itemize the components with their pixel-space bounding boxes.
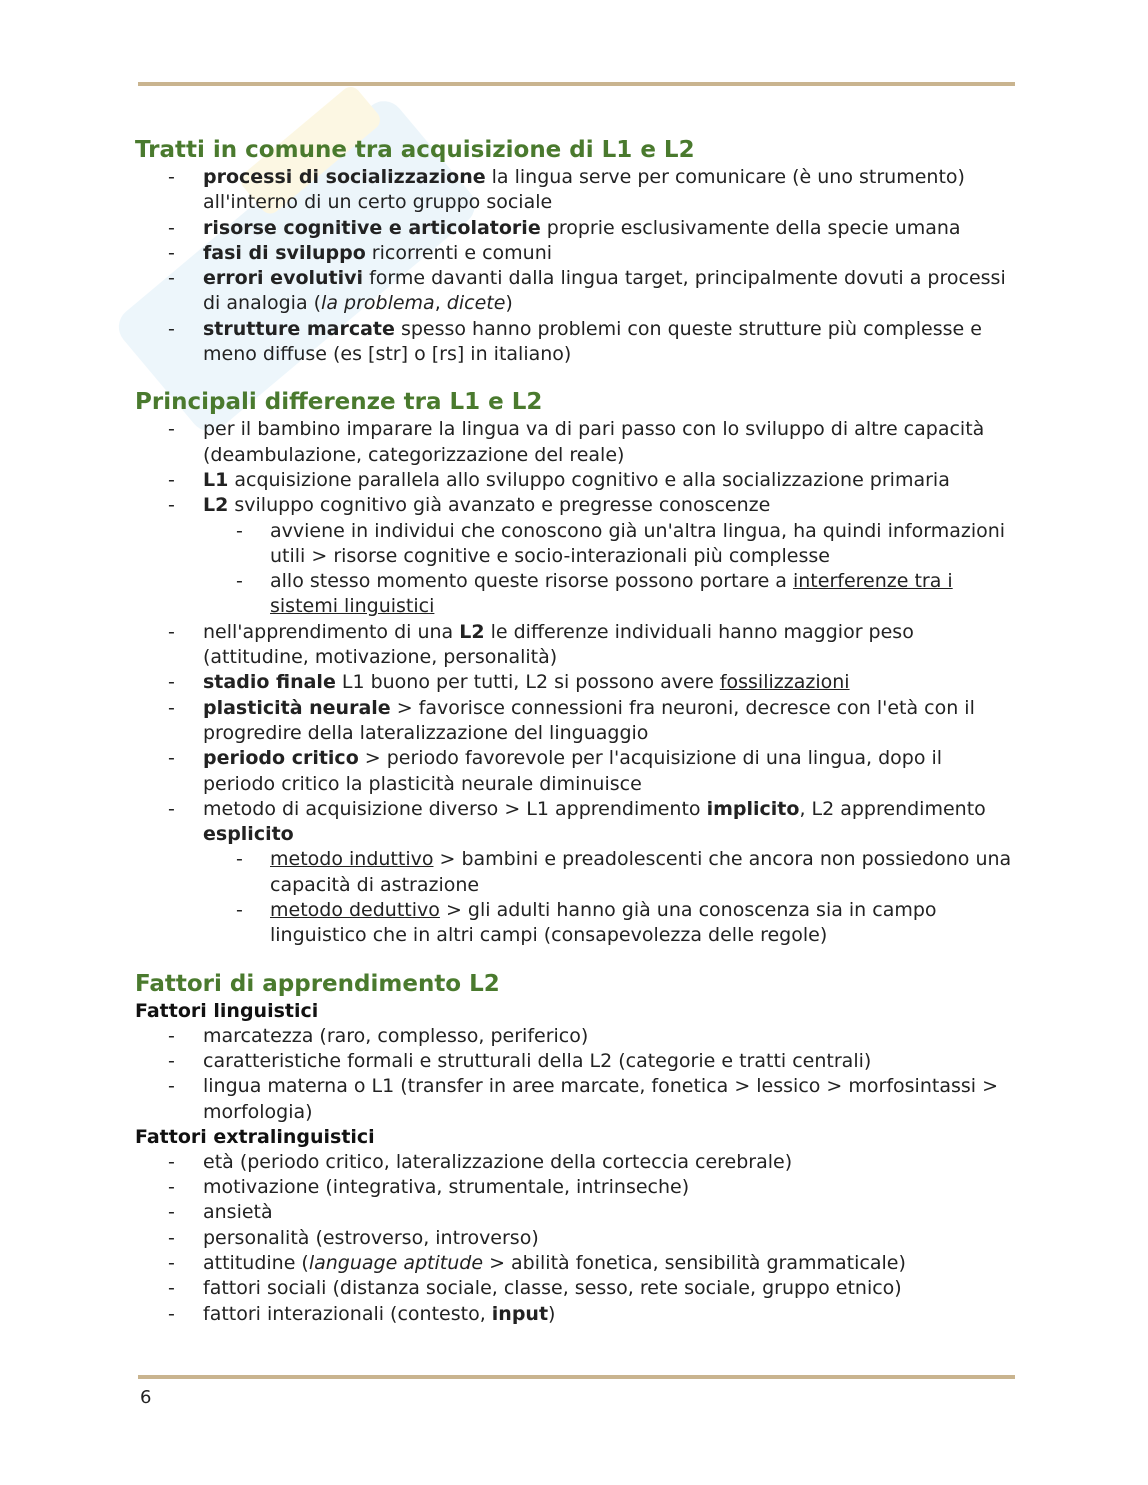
list-item: - per il bambino imparare la lingua va di pari passo con lo sviluppo di altre capacità (deambulazione, categorizzazione del reale) (135, 417, 1020, 468)
list-item: - periodo critico > periodo favorevole per l'acquisizione di una lingua, dopo il periodo critico la plasticità neurale diminuisce (135, 746, 1020, 797)
section-title: Principali differenze tra L1 e L2 (135, 389, 543, 416)
page-content (135, 135, 1020, 1327)
section-title: Tratti in comune tra acquisizione di L1 e L2 (135, 137, 695, 163)
list-item: - fattori interazionali (contesto, input) (135, 1302, 1020, 1327)
list-item: - risorse cognitive e articolatorie proprie esclusivamente della specie umana (135, 216, 1020, 241)
list-item: - plasticità neurale > favorisce connessioni fra neuroni, decresce con l'età con il progredire della lateralizzazione del linguaggio (135, 696, 1020, 747)
sub-list-item: - metodo induttivo > bambini e preadolescenti che ancora non possiedono una capacità di astrazione (135, 847, 1020, 898)
section-learning-factors (135, 969, 1020, 1327)
list-item: - ansietà (135, 1200, 1020, 1225)
list-item: - marcatezza (raro, complesso, periferico) (135, 1024, 1020, 1049)
common-traits-list (135, 165, 1020, 367)
list-item: - L2 sviluppo cognitivo già avanzato e pregresse conoscenze (135, 493, 1020, 518)
list-item: - stadio finale L1 buono per tutti, L2 si possono avere fossilizzazioni (135, 670, 1020, 695)
list-item: - personalità (estroverso, introverso) (135, 1226, 1020, 1251)
linguistic-factors-list (135, 1024, 1020, 1125)
list-item: - fattori sociali (distanza sociale, classe, sesso, rete sociale, gruppo etnico) (135, 1276, 1020, 1301)
list-item: - nell'apprendimento di una L2 le differenze individuali hanno maggior peso (attitudine, motivazione, personalità) (135, 620, 1020, 671)
list-item: - processi di socializzazione la lingua serve per comunicare (è uno strumento) all'interno di un certo gruppo sociale (135, 165, 1020, 216)
sub-list-item: - allo stesso momento queste risorse possono portare a interferenze tra i sistemi linguistici (135, 569, 1020, 620)
list-item: - lingua materna o L1 (transfer in aree marcate, fonetica > lessico > morfosintassi > morfologia) (135, 1074, 1020, 1125)
group-heading: Fattori extralinguistici (135, 1125, 375, 1148)
header-rule (138, 82, 1015, 86)
sub-list-item: - metodo deduttivo > gli adulti hanno già una conoscenza sia in campo linguistico che in altri campi (consapevolezza delle regole) (135, 898, 1020, 949)
list-item: - età (periodo critico, lateralizzazione della corteccia cerebrale) (135, 1150, 1020, 1175)
list-item: - motivazione (integrativa, strumentale, intrinseche) (135, 1175, 1020, 1200)
differences-list (135, 417, 1020, 948)
list-item: - metodo di acquisizione diverso > L1 apprendimento implicito, L2 apprendimento esplicito (135, 797, 1020, 848)
list-item: - strutture marcate spesso hanno problemi con queste strutture più complesse e meno diffuse (es [str] o [rs] in italiano) (135, 317, 1020, 368)
section-differences (135, 387, 1020, 948)
footer-rule (138, 1375, 1015, 1379)
list-item: - caratteristiche formali e strutturali della L2 (categorie e tratti centrali) (135, 1049, 1020, 1074)
list-item: - attitudine (language aptitude > abilità fonetica, sensibilità grammaticale) (135, 1251, 1020, 1276)
sub-list-item: - avviene in individui che conoscono già un'altra lingua, ha quindi informazioni utili > risorse cognitive e socio-interazionali più complesse (135, 519, 1020, 570)
section-common-traits (135, 135, 1020, 367)
extralinguistic-factors-list (135, 1150, 1020, 1327)
section-title: Fattori di apprendimento L2 (135, 970, 500, 997)
list-item: - L1 acquisizione parallela allo sviluppo cognitivo e alla socializzazione primaria (135, 468, 1020, 493)
list-item: - fasi di sviluppo ricorrenti e comuni (135, 241, 1020, 266)
group-heading: Fattori linguistici (135, 999, 319, 1022)
list-item: - errori evolutivi forme davanti dalla lingua target, principalmente dovuti a processi di analogia (la problema, dicete) (135, 266, 1020, 317)
page-number: 6 (140, 1387, 152, 1408)
